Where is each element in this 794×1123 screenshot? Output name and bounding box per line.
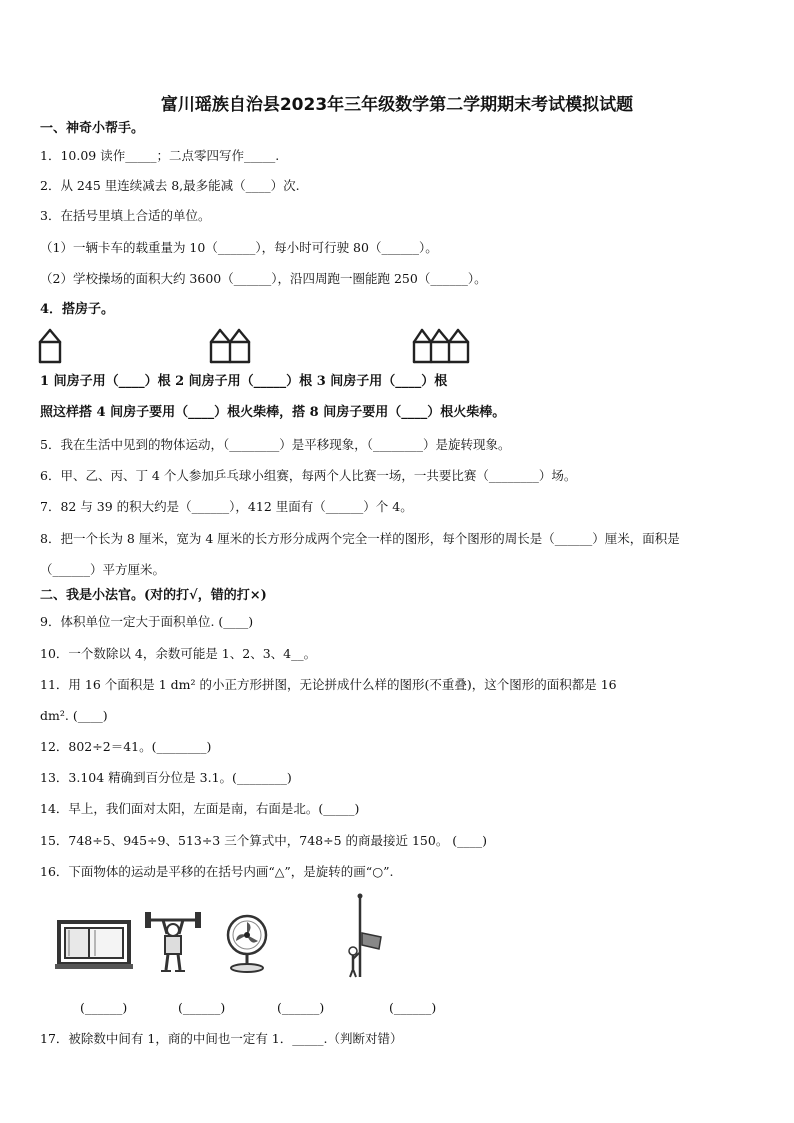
question-4-line-2: 照这样搭 4 间房子要用（____）根火柴棒，搭 8 间房子要用（____）根火柴棒。 bbox=[40, 405, 506, 420]
question-3: 3．在括号里填上合适的单位。 bbox=[40, 208, 211, 223]
question-4-line-1: 1 间房子用（____）根 2 间房子用（_____）根 3 间房子用（____）根 bbox=[40, 374, 448, 389]
question-7: 7．82 与 39 的积大约是（______），412 里面有（______）个 4。 bbox=[40, 499, 413, 514]
question-1: 1．10.09 读作_____；二点零四写作_____. bbox=[40, 148, 280, 163]
question-13: 13．3.104 精确到百分位是 3.1。(________) bbox=[40, 770, 292, 785]
two-houses-figure bbox=[209, 328, 251, 364]
question-11-line-1: 11．用 16 个面积是 1 dm² 的小正方形拼图，无论拼成什么样的图形(不重叠)，这个图形的面积都是 16 bbox=[40, 677, 617, 692]
q16-blank-flag: (______) bbox=[389, 1000, 437, 1015]
question-2: 2．从 245 里连续减去 8,最多能减（____）次. bbox=[40, 178, 300, 193]
question-5: 5．我在生活中见到的物体运动，（________）是平移现象，（________）是旋转现象。 bbox=[40, 437, 511, 452]
question-11-line-2: dm². (____) bbox=[40, 708, 108, 723]
page-title: 富川瑶族自治县2023年三年级数学第二学期期末考试模拟试题 bbox=[160, 95, 634, 115]
weightlifter-picture bbox=[143, 908, 203, 974]
question-8-line-2: （______）平方厘米。 bbox=[40, 562, 166, 577]
question-4: 4．搭房子。 bbox=[40, 302, 115, 317]
section-1-heading: 一、神奇小帮手。 bbox=[40, 121, 145, 136]
question-12: 12．802÷2＝41。(________) bbox=[40, 739, 212, 754]
question-17: 17．被除数中间有 1，商的中间也一定有 1．_____.（判断对错） bbox=[40, 1031, 403, 1046]
sliding-window-picture bbox=[55, 918, 133, 970]
question-16: 16．下面物体的运动是平移的在括号内画“△”，是旋转的画“○”. bbox=[40, 864, 394, 879]
electric-fan-picture bbox=[224, 913, 270, 973]
question-15: 15．748÷5、945÷9、513÷3 三个算式中，748÷5 的商最接近 150。 (____) bbox=[40, 833, 488, 848]
flag-raising-picture bbox=[343, 893, 385, 979]
q16-blank-weightlifter: (______) bbox=[178, 1000, 226, 1015]
question-10: 10．一个数除以 4，余数可能是 1、2、3、4__。 bbox=[40, 646, 317, 661]
section-2-heading: 二、我是小法官。(对的打√，错的打×) bbox=[40, 588, 267, 603]
q16-blank-fan: (______) bbox=[277, 1000, 325, 1015]
one-house-figure bbox=[38, 328, 62, 364]
question-14: 14．早上，我们面对太阳，左面是南，右面是北。(_____) bbox=[40, 801, 360, 816]
question-3-part-2: （2）学校操场的面积大约 3600（______），沿四周跑一圈能跑 250（______）。 bbox=[40, 271, 487, 286]
question-3-part-1: （1）一辆卡车的载重量为 10（______），每小时可行驶 80（______）。 bbox=[40, 240, 438, 255]
question-8-line-1: 8．把一个长为 8 厘米，宽为 4 厘米的长方形分成两个完全一样的图形，每个图形的周长是（______）厘米，面积是 bbox=[40, 531, 680, 546]
question-9: 9．体积单位一定大于面积单位. (____) bbox=[40, 614, 254, 629]
three-houses-figure bbox=[412, 328, 470, 364]
q16-blank-window: (______) bbox=[80, 1000, 128, 1015]
question-6: 6．甲、乙、丙、丁 4 个人参加乒乓球小组赛，每两个人比赛一场，一共要比赛（________）场。 bbox=[40, 468, 577, 483]
